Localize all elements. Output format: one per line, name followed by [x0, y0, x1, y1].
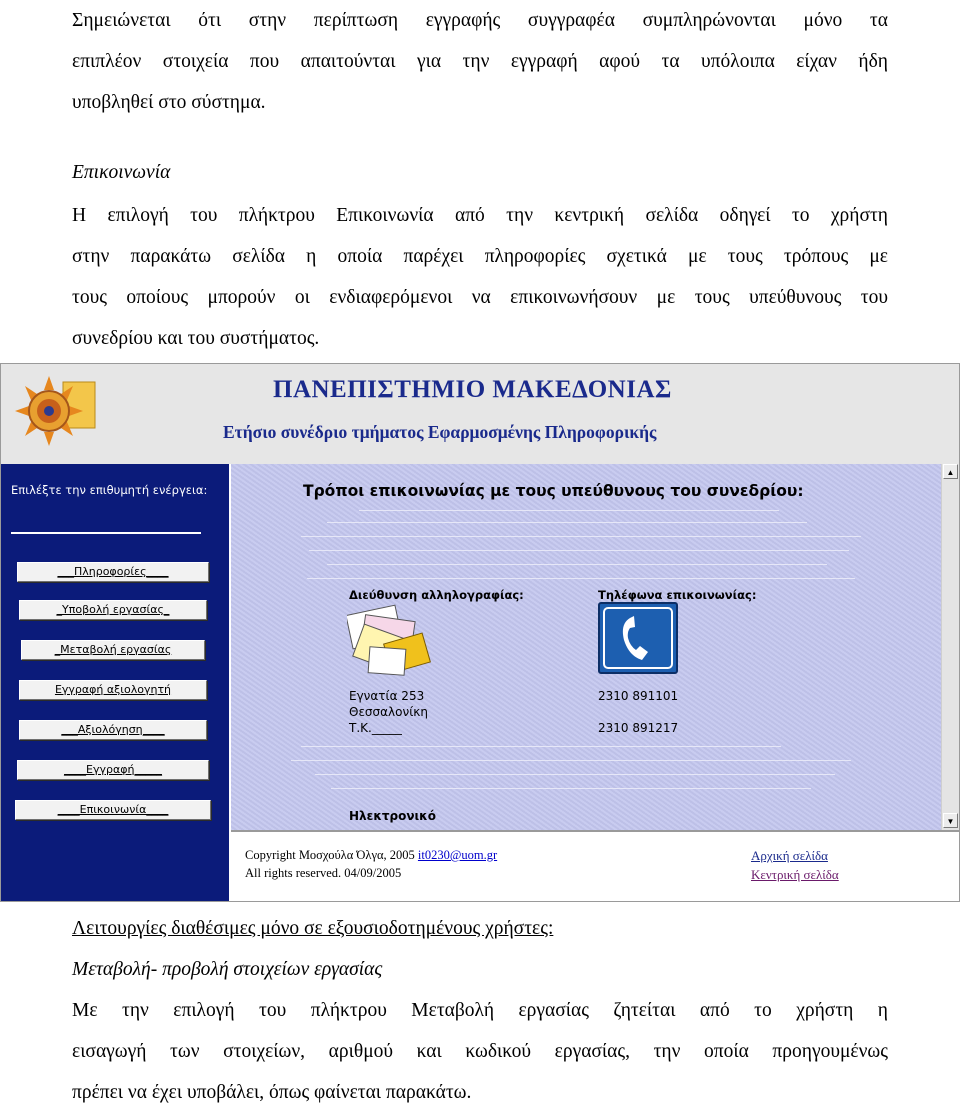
address-block: [349, 688, 428, 736]
section-heading: Επικοινωνία: [72, 162, 171, 183]
sidebar-button-label: _Μεταβολή εργασίας: [54, 643, 172, 656]
subsection-heading: Μεταβολή- προβολή στοιχείων εργασίας: [72, 959, 383, 980]
address-line: Θεσσαλονίκη: [349, 705, 428, 719]
intro-line: επιπλέον στοιχεία που απαιτούνται για την εγγραφή αφού τα υπόλοιπα είχαν ήδη: [72, 51, 888, 72]
intro-paragraph: [72, 0, 888, 123]
divider: [331, 788, 811, 789]
divider: [327, 564, 827, 565]
embedded-screenshot: [0, 363, 960, 902]
address-line: Τ.Κ._____: [349, 721, 402, 735]
footer-copyright-text: Copyright Μοσχούλα Όλγα, 2005: [245, 848, 415, 862]
page-subtitle: Ετήσιο συνέδριο τμήματος Εφαρμοσμένης Πληροφορικής: [223, 422, 657, 442]
footer-main-link[interactable]: Κεντρική σελίδα: [751, 867, 839, 882]
footer-rights: All rights reserved. 04/09/2005: [245, 866, 402, 880]
sidebar-divider: [11, 532, 201, 534]
address-line: Εγνατία 253: [349, 689, 425, 703]
phone-number: 2310 891217: [598, 721, 679, 735]
footer-copyright: [245, 848, 497, 863]
intro-line: υποβληθεί στο σύστημα.: [72, 92, 266, 113]
sidebar-button-label: _Υποβολή εργασίας_: [56, 603, 170, 616]
divider: [307, 578, 855, 579]
sidebar-button-submit[interactable]: [19, 600, 207, 620]
final-line: πρέπει να έχει υποβάλει, όπως φαίνεται παρακάτω.: [72, 1082, 472, 1103]
phone-heading: Τηλέφωνα επικοινωνίας:: [598, 588, 757, 602]
restricted-heading: Λειτουργίες διαθέσιμες μόνο σε εξουσιοδοτημένους χρήστες:: [72, 918, 554, 939]
divider: [309, 550, 849, 551]
sidebar-label: Επιλέξτε την επιθυμητή ενέργεια:: [11, 483, 208, 497]
university-logo-icon: [13, 374, 99, 454]
scroll-up-icon[interactable]: ▲: [943, 464, 958, 479]
phone-block: [598, 688, 678, 736]
final-line: Με την επιλογή του πλήκτρου Μεταβολή εργασίας ζητείται από το χρήστη η: [72, 1000, 888, 1021]
section-line: συνεδρίου και του συστήματος.: [72, 328, 320, 349]
divider: [301, 536, 861, 537]
section-line: στην παρακάτω σελίδα η οποία παρέχει πληροφορίες σχετικά με τους τρόπους με: [72, 246, 888, 267]
divider: [291, 760, 851, 761]
divider: [301, 746, 781, 747]
sidebar-button-register-reviewer[interactable]: [19, 680, 207, 700]
phone-icon: [598, 602, 678, 674]
final-paragraph: [72, 990, 888, 1113]
sidebar-button-label: Εγγραφή αξιολογητή: [54, 683, 172, 696]
divider: [327, 522, 807, 523]
sidebar-button-review[interactable]: [19, 720, 207, 740]
sidebar-button-contact[interactable]: [15, 800, 211, 820]
content-title: Τρόποι επικοινωνίας με τους υπεύθυνους του συνεδρίου:: [303, 482, 804, 500]
footer-home-link[interactable]: Αρχική σελίδα: [751, 848, 828, 863]
sidebar-button-register[interactable]: [17, 760, 209, 780]
spacer: [598, 704, 678, 720]
sidebar-button-label: ___Αξιολόγηση____: [61, 723, 165, 736]
intro-line: Σημειώνεται ότι στην περίπτωση εγγραφής συγγραφέα συμπληρώνονται μόνο τα: [72, 10, 888, 31]
vertical-scrollbar[interactable]: [941, 464, 959, 830]
scroll-down-icon[interactable]: ▼: [943, 813, 958, 828]
sidebar-button-label: ____Επικοινωνία____: [57, 803, 169, 816]
sidebar-button-label: ____Εγγραφή_____: [64, 763, 162, 776]
sidebar-button-modify[interactable]: [21, 640, 205, 660]
address-heading: Διεύθυνση αλληλογραφίας:: [349, 588, 524, 602]
sidebar: [1, 464, 229, 901]
divider: [315, 774, 835, 775]
content-area: [231, 464, 941, 830]
footer-email-link[interactable]: it0230@uom.gr: [417, 848, 498, 862]
site-footer: [231, 830, 959, 902]
final-line: εισαγωγή των στοιχείων, αριθμού και κωδικού εργασίας, την οποία προηγουμένως: [72, 1041, 888, 1062]
section-paragraph: [72, 195, 888, 359]
site-header: [1, 364, 959, 464]
section-line: τους οποίους μπορούν οι ενδιαφερόμενοι να επικοινωνήσουν με τους υπεύθυνους του: [72, 287, 888, 308]
mail-icon: [347, 604, 435, 680]
phone-number: 2310 891101: [598, 689, 679, 703]
email-heading: Ηλεκτρονικό: [349, 809, 436, 823]
divider: [359, 510, 779, 511]
section-line: Η επιλογή του πλήκτρου Επικοινωνία από την κεντρική σελίδα οδηγεί το χρήστη: [72, 205, 888, 226]
page-title: ΠΑΝΕΠΙΣΤΗΜΙΟ ΜΑΚΕΔΟΝΙΑΣ: [273, 376, 672, 403]
sidebar-button-info[interactable]: [17, 562, 209, 582]
sidebar-button-label: ___Πληροφορίες____: [57, 565, 169, 578]
